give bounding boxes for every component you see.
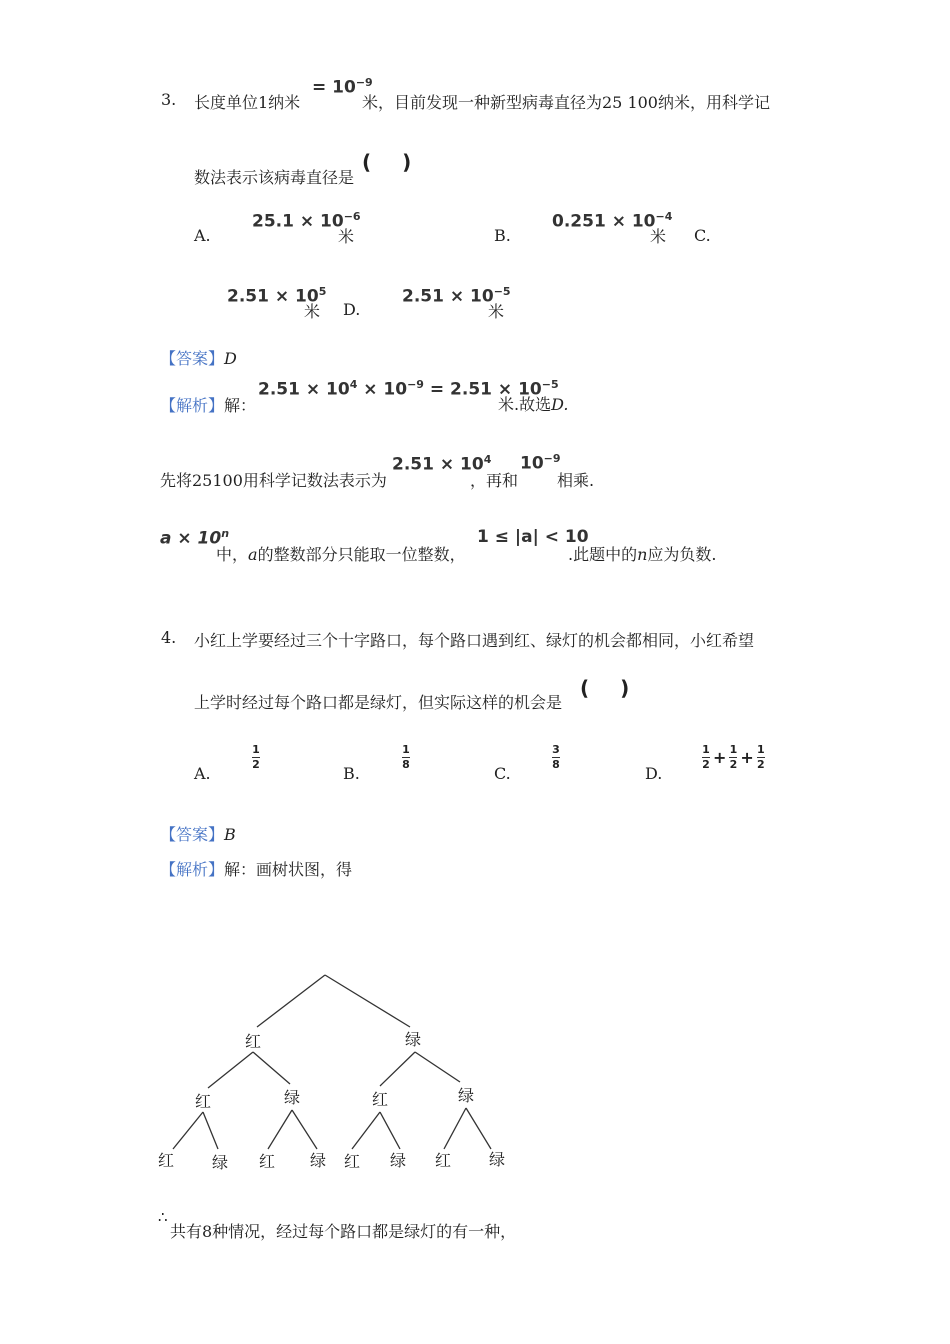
q4-option-d-label: D. (645, 764, 663, 783)
tree-l3-node: 红 (435, 1151, 452, 1170)
tree-l3-node: 绿 (310, 1151, 327, 1170)
q4-answer: 【答案】B (160, 825, 236, 844)
q3-option-d-unit: 米 (488, 302, 505, 321)
q4-option-b-fraction: 1 8 (402, 743, 410, 771)
tree-branches (173, 975, 491, 1149)
q4-option-a-fraction: 1 2 (252, 743, 260, 771)
tree-l2-node: 绿 (458, 1086, 475, 1105)
tree-l1-node: 红 (245, 1032, 262, 1051)
q3-note-tail: .此题中的n应为负数. (568, 545, 717, 564)
q3-step-c: 相乘. (557, 471, 595, 490)
tree-l3-node: 绿 (489, 1150, 506, 1169)
q3-option-b-label: B. (494, 226, 511, 245)
q3-option-c-label: C. (694, 226, 711, 245)
q3-option-c-unit: 米 (304, 302, 321, 321)
tree-l2-node: 红 (372, 1090, 389, 1109)
q3-note-text: 中，a的整数部分只能取一位整数， (216, 545, 466, 564)
tree-l3-node: 红 (344, 1152, 361, 1171)
q3-step-math2: $10^{-9}$ (520, 452, 561, 474)
q3-note-math: $a \times 10^n$ (160, 527, 230, 549)
q3-answer: 【答案】D (160, 349, 237, 368)
q3-option-b-math: $0.251 \times 10^{-4}$ (552, 210, 673, 232)
tree-l3-node: 红 (158, 1151, 175, 1170)
q4-option-c-label: C. (494, 764, 511, 783)
tree-l1-node: 绿 (405, 1030, 422, 1049)
q4-option-a-label: A. (194, 764, 211, 783)
q4-option-d-expression: $\frac{1}{2}$ + $\frac{1}{2}$ + $\frac{1}{2}$ (702, 743, 765, 771)
q3-step-a: 先将25100用科学记数法表示为 (160, 471, 387, 490)
q3-analysis-conclusion: 米.故选D. (498, 395, 569, 414)
q3-number: 3. (161, 90, 177, 109)
q3-line1-b: 米，目前发现一种新型病毒直径为25 100纳米，用科学记 (362, 93, 770, 112)
q3-option-b-unit: 米 (650, 227, 667, 246)
q4-paren: ( ) (580, 676, 642, 700)
q3-option-a-math: $25.1 \times 10^{-6}$ (252, 210, 361, 232)
q3-option-a-label: A. (194, 226, 211, 245)
tree-l3-node: 绿 (212, 1153, 229, 1172)
q3-option-c-math: $2.51 \times 10^5$ (227, 285, 327, 307)
q4-analysis: 【解析】解：画树状图，得 (160, 860, 353, 879)
tree-l2-node: 绿 (284, 1088, 301, 1107)
q3-option-d-math: $2.51 \times 10^{-5}$ (402, 285, 511, 307)
therefore-symbol: ∴ (158, 1208, 168, 1226)
tree-l3-node: 绿 (390, 1151, 407, 1170)
q4-option-b-label: B. (343, 764, 360, 783)
q4-number: 4. (161, 628, 177, 647)
q3-option-a-unit: 米 (338, 227, 355, 246)
q3-note-inequality: 1 ≤ |a| < 10 (477, 527, 589, 547)
tree-l3-node: 红 (259, 1152, 276, 1171)
tree-l2-node: 红 (195, 1092, 212, 1111)
q3-option-d-label: D. (343, 300, 361, 319)
q3-paren: ( ) (362, 150, 424, 174)
q4-option-c-fraction: 3 8 (552, 743, 560, 771)
q4-line2: 上学时经过每个路口都是绿灯，但实际这样的机会是 (194, 693, 563, 712)
q4-line1: 小红上学要经过三个十字路口，每个路口遇到红、绿灯的机会都相同，小红希望 (194, 631, 755, 650)
q4-conclusion: 共有8种情况，经过每个路口都是绿灯的有一种， (170, 1222, 517, 1241)
q3-step-math: $2.51 \times 10^4$ (392, 453, 492, 475)
q3-analysis-label: 【解析】解： (160, 396, 257, 415)
q3-analysis-equation: $2.51 \times 10^4 \times 10^{-9} = 2.51 \times 10^{-5}$ (258, 378, 559, 400)
q3-line1-math: = $10^{-9}$ (312, 76, 373, 98)
q3-line2: 数法表示该病毒直径是 (194, 168, 355, 187)
q3-line1-a: 长度单位1纳米 (194, 93, 301, 112)
q3-step-b: ，再和 (470, 471, 519, 490)
